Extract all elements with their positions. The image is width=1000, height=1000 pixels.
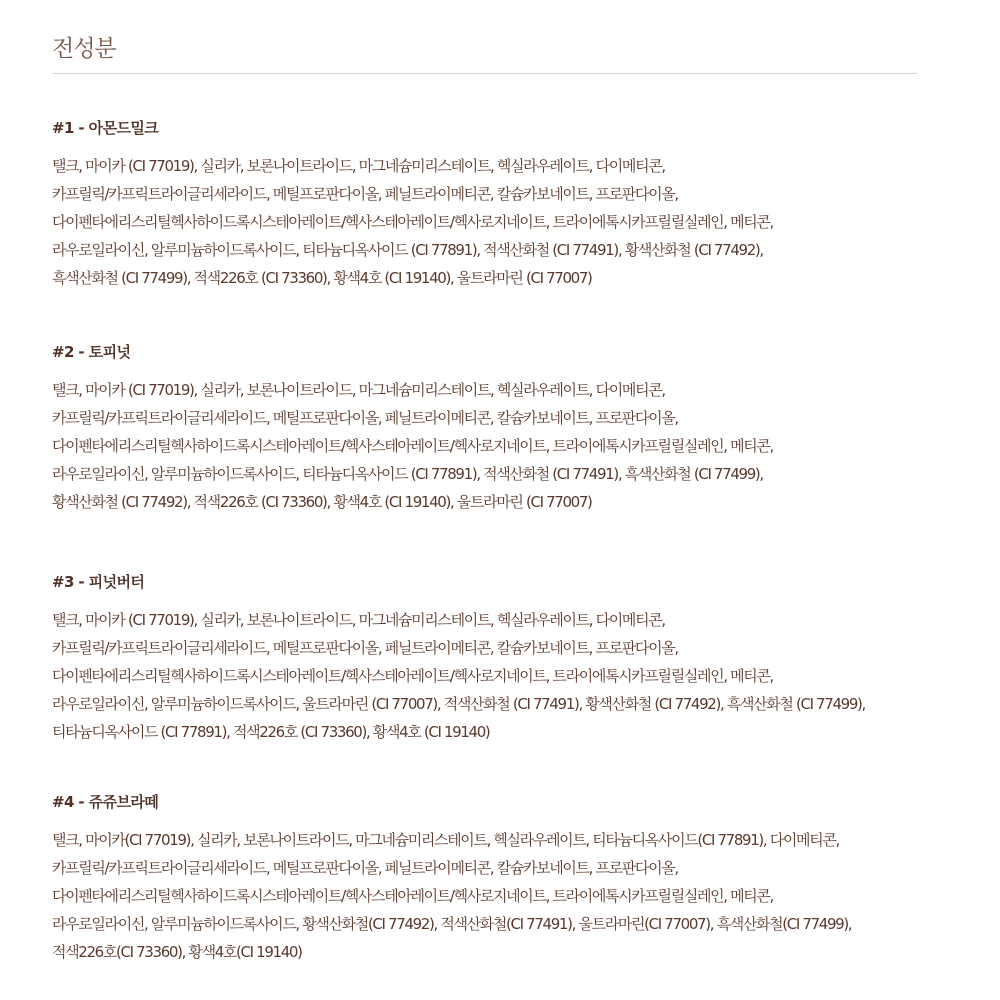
section-title: #2 - 토피넛 [52, 343, 131, 361]
ingredient-line: 카프릴릭/카프릭트라이글리세라이드, 메틸프로판다이올, 페닐트라이메티콘, 칼슘카보네이트, 프로판다이올, [52, 185, 678, 203]
ingredient-line: 다이펜타에리스리틸헥사하이드록시스테아레이트/헥사스테아레이트/헥사로지네이트, 트라이에톡시카프릴릴실레인, 메티콘, [52, 667, 773, 685]
ingredient-line: 탤크, 마이카 (CI 77019), 실리카, 보론나이트라이드, 마그네슘미리스테이트, 헥실라우레이트, 다이메티콘, [52, 381, 665, 399]
section-title: #4 - 쥬쥬브라떼 [52, 793, 159, 811]
ingredient-line: 라우로일라이신, 알루미늄하이드록사이드, 황색산화철(CI 77492), 적색산화철(CI 77491), 울트라마린(CI 77007), 흑색산화철(CI 77499), [52, 915, 852, 933]
ingredient-line: 흑색산화철 (CI 77499), 적색226호 (CI 73360), 황색4호 (CI 19140), 울트라마린 (CI 77007) [52, 269, 592, 287]
ingredient-section-3 [52, 570, 992, 746]
ingredient-line: 카프릴릭/카프릭트라이글리세라이드, 메틸프로판다이올, 페닐트라이메티콘, 칼슘카보네이트, 프로판다이올, [52, 409, 678, 427]
section-title: #1 - 아몬드밀크 [52, 119, 159, 137]
ingredient-section-4 [52, 790, 992, 966]
ingredient-section-1 [52, 116, 992, 292]
ingredient-line: 다이펜타에리스리틸헥사하이드록시스테아레이트/헥사스테아레이트/헥사로지네이트, 트라이에톡시카프릴릴실레인, 메티콘, [52, 213, 773, 231]
ingredient-line: 탤크, 마이카 (CI 77019), 실리카, 보론나이트라이드, 마그네슘미리스테이트, 헥실라우레이트, 다이메티콘, [52, 157, 665, 175]
ingredient-line: 티타늄디옥사이드 (CI 77891), 적색226호 (CI 73360), 황색4호 (CI 19140) [52, 723, 490, 741]
title-divider [52, 73, 917, 74]
ingredient-line: 적색226호(CI 73360), 황색4호(CI 19140) [52, 943, 302, 961]
page-title: 전성분 [52, 36, 116, 62]
section-title: #3 - 피넛버터 [52, 573, 145, 591]
ingredient-line: 카프릴릭/카프릭트라이글리세라이드, 메틸프로판다이올, 페닐트라이메티콘, 칼슘카보네이트, 프로판다이올, [52, 859, 678, 877]
ingredient-section-2 [52, 340, 992, 516]
ingredient-line: 탤크, 마이카 (CI 77019), 실리카, 보론나이트라이드, 마그네슘미리스테이트, 헥실라우레이트, 다이메티콘, [52, 611, 665, 629]
ingredient-line: 라우로일라이신, 알루미늄하이드록사이드, 티타늄디옥사이드 (CI 77891), 적색산화철 (CI 77491), 흑색산화철 (CI 77499), [52, 465, 763, 483]
ingredient-line: 황색산화철 (CI 77492), 적색226호 (CI 73360), 황색4호 (CI 19140), 울트라마린 (CI 77007) [52, 493, 592, 511]
ingredient-line: 다이펜타에리스리틸헥사하이드록시스테아레이트/헥사스테아레이트/헥사로지네이트, 트라이에톡시카프릴릴실레인, 메티콘, [52, 887, 773, 905]
ingredient-line: 라우로일라이신, 알루미늄하이드록사이드, 울트라마린 (CI 77007), 적색산화철 (CI 77491), 황색산화철 (CI 77492), 흑색산화철 (CI 77499), [52, 695, 865, 713]
ingredient-line: 다이펜타에리스리틸헥사하이드록시스테아레이트/헥사스테아레이트/헥사로지네이트, 트라이에톡시카프릴릴실레인, 메티콘, [52, 437, 773, 455]
ingredient-line: 라우로일라이신, 알루미늄하이드록사이드, 티타늄디옥사이드 (CI 77891), 적색산화철 (CI 77491), 황색산화철 (CI 77492), [52, 241, 763, 259]
ingredient-line: 탤크, 마이카(CI 77019), 실리카, 보론나이트라이드, 마그네슘미리스테이트, 헥실라우레이트, 티타늄디옥사이드(CI 77891), 다이메티콘, [52, 831, 839, 849]
ingredient-line: 카프릴릭/카프릭트라이글리세라이드, 메틸프로판다이올, 페닐트라이메티콘, 칼슘카보네이트, 프로판다이올, [52, 639, 678, 657]
